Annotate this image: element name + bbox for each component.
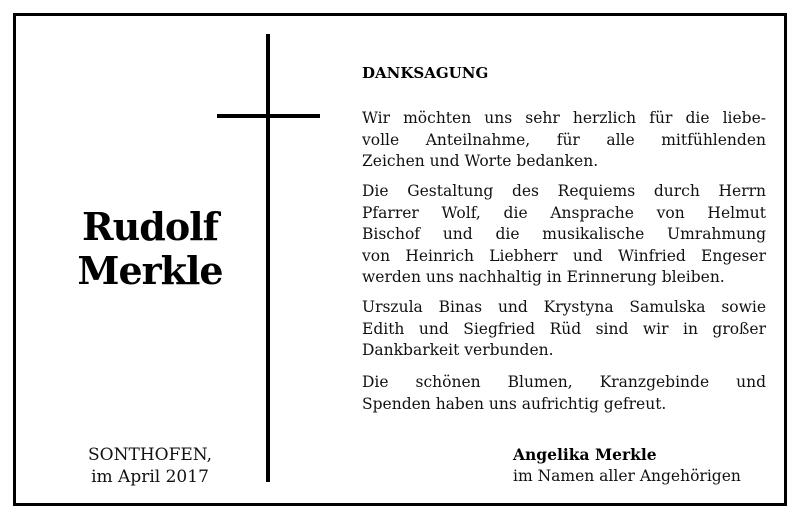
paragraph-line: Pfarrer Wolf, die Ansprache von Helmut — [362, 203, 766, 222]
notice-heading: DANKSAGUNG — [362, 64, 489, 82]
paragraph-3 — [362, 297, 766, 362]
paragraph-line: Wir möchten uns sehr herzlich für die liebe- — [362, 109, 766, 127]
paragraph-line: Bischof und die musikalische Umrahmung — [362, 225, 766, 243]
paragraph-line: von Heinrich Liebherr und Winfried Engeser — [362, 246, 766, 265]
paragraph-4 — [362, 372, 766, 415]
deceased-first-name: Rudolf — [82, 204, 218, 249]
paragraph-line: Spenden haben uns aufrichtig gefreut. — [362, 394, 667, 413]
paragraph-line: Die schönen Blumen, Kranzgebinde und — [362, 373, 766, 391]
paragraph-line: Die Gestaltung des Requiems durch Herrn — [362, 182, 766, 200]
signature-subtitle: im Namen aller Angehörigen — [513, 467, 741, 485]
paragraph-line: volle Anteilnahme, für alle mitfühlenden — [362, 130, 766, 149]
place: SONTHOFEN, — [88, 445, 212, 465]
paragraph-line: werden uns nachhaltig in Erinnerung bleiben. — [362, 268, 725, 286]
signature-name: Angelika Merkle — [513, 445, 657, 464]
paragraph-1 — [362, 108, 766, 173]
date: im April 2017 — [91, 467, 209, 487]
paragraph-line: Dankbarkeit verbunden. — [362, 341, 554, 359]
paragraph-line: Zeichen und Worte bedanken. — [362, 152, 599, 170]
paragraph-line: Urszula Binas und Krystyna Samulska sowie — [362, 298, 766, 316]
deceased-last-name: Merkle — [77, 248, 223, 293]
paragraph-2 — [362, 181, 766, 289]
paragraph-line: Edith und Siegfried Rüd sind wir in großer — [362, 319, 766, 338]
cross-vertical-bar — [266, 34, 270, 482]
cross-horizontal-bar — [217, 114, 320, 118]
